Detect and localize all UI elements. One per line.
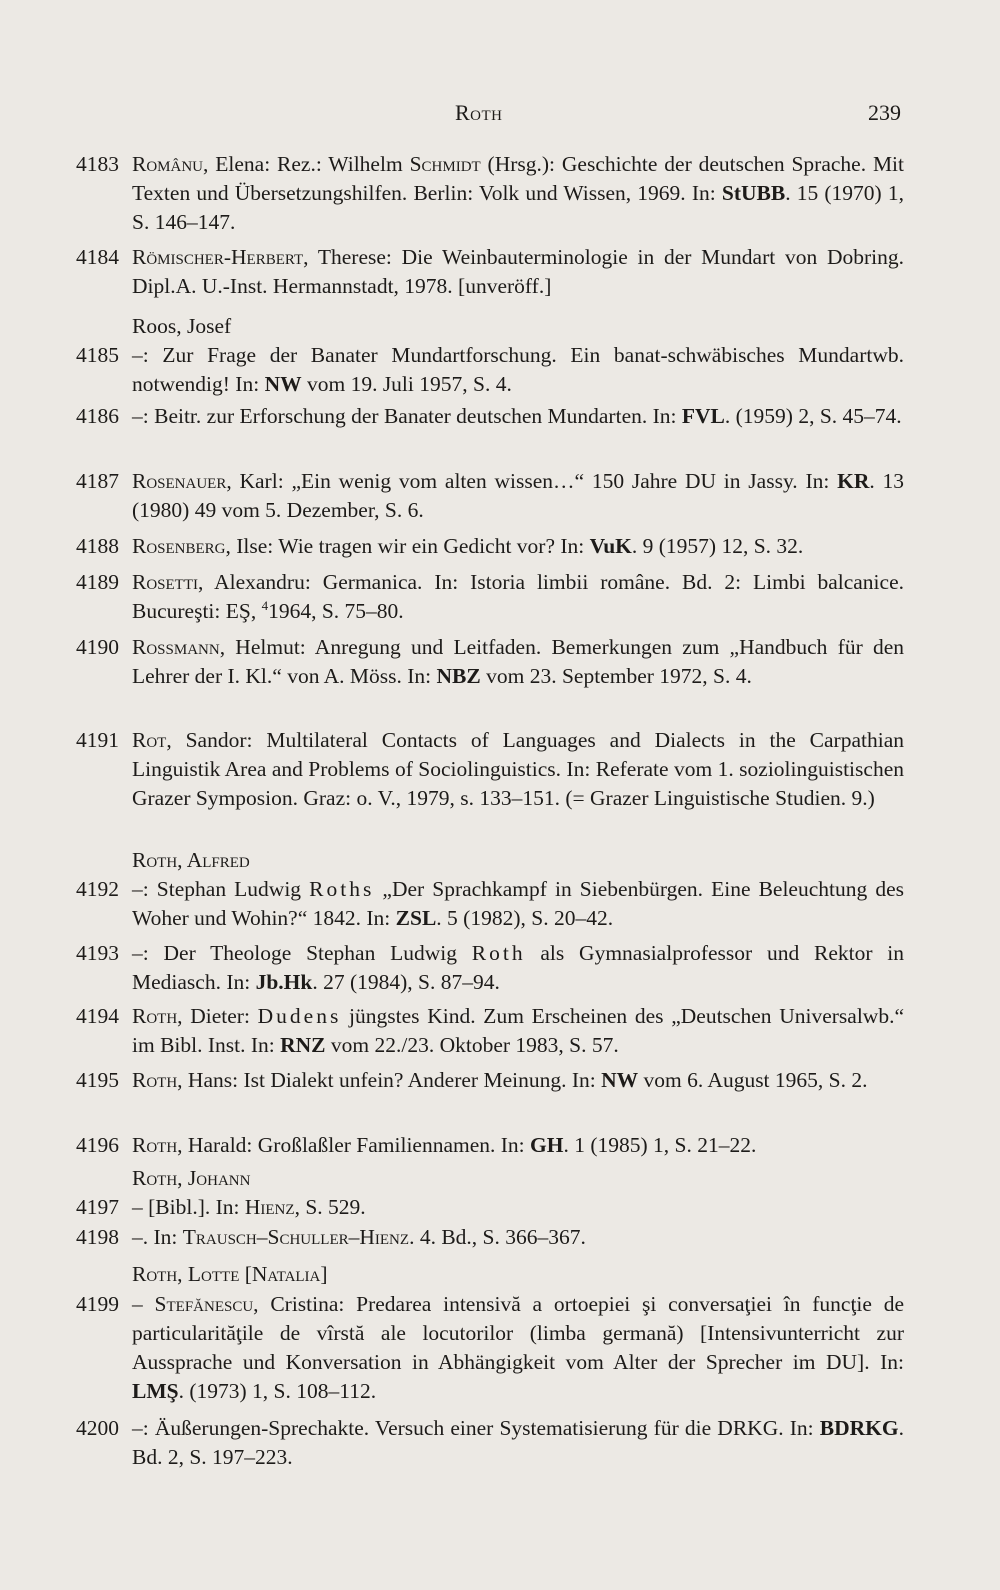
entry-number: 4187 (76, 469, 119, 493)
entry-number: 4192 (76, 877, 119, 901)
page-number: 239 (868, 100, 901, 125)
entry-number: 4183 (76, 152, 119, 176)
entry-4195: 4195 Roth, Hans: Ist Dialekt unfein? Anderer Meinung. In: NW vom 6. August 1965, S. 2. (76, 1066, 904, 1095)
entry-number: 4200 (76, 1416, 119, 1440)
entry-number: 4188 (76, 534, 119, 558)
entry-4196: 4196 Roth, Harald: Großlaßler Familiennamen. In: GH. 1 (1985) 1, S. 21–22. (76, 1131, 904, 1160)
entry-4194: 4194 Roth, Dieter: Dudens jüngstes Kind. Zum Erscheinen des „Deutschen Universalwb.“ im Bibl. Inst. In: RNZ vom 22./23. Oktober 1983, S. 57. (76, 1004, 904, 1057)
entry-number: 4198 (76, 1225, 119, 1249)
author-name: Roth (132, 1133, 178, 1157)
journal-abbr: GH (530, 1133, 564, 1157)
spaced-name: Dudens (257, 1004, 342, 1028)
entry-4199: 4199 – Stefănescu, Cristina: Predarea intensivă a ortoepiei şi conversaţiei în funcţie de particularităţile de vîrstă ale locutorilor (limba germană) [Intensivunterricht zur Aussprache und Konversation in Abhängigkeit vom Alter der Sprecher im DU]. In: LMŞ. (1973) 1, S. 108–112. (76, 1292, 905, 1403)
author-name: Rosenberg (132, 534, 226, 558)
journal-abbr: Jb.Hk (255, 970, 313, 994)
author-name: Rot (132, 728, 167, 752)
running-head: Roth (455, 100, 503, 125)
journal-abbr: BDRKG (819, 1416, 899, 1440)
entry-number: 4191 (76, 728, 119, 752)
journal-abbr: VuK (589, 534, 632, 558)
entry-4188: 4188 Rosenberg, Ilse: Wie tragen wir ein Gedicht vor? In: VuK. 9 (1957) 12, S. 32. (76, 532, 904, 561)
entry-4193: 4193 –: Der Theologe Stephan Ludwig Roth als Gymnasialprofessor und Rektor in Mediasch. In: Jb.Hk. 27 (1984), S. 87–94. (76, 941, 905, 994)
entry-number: 4199 (76, 1292, 119, 1316)
entry-4192: 4192 –: Stephan Ludwig Roths „Der Sprachkampf in Siebenbürgen. Eine Beleuchtung des Woher und Wohin?“ 1842. In: ZSL. 5 (1982), S. 20–42. (76, 877, 904, 930)
journal-abbr: RNZ (280, 1033, 326, 1057)
journal-abbr: LMŞ (132, 1379, 179, 1403)
author-name: Românu (132, 152, 204, 176)
entry-number: 4196 (76, 1133, 119, 1157)
journal-abbr: StUBB (721, 181, 786, 205)
journal-abbr: NW (264, 372, 302, 396)
entry-number: 4195 (76, 1068, 119, 1092)
author-name: Rosetti (132, 570, 198, 594)
author-name: Hienz (244, 1195, 295, 1219)
entry-number: 4197 (76, 1195, 119, 1219)
author-name: Roth (132, 1068, 178, 1092)
author-heading: Roos, Josef (132, 314, 232, 338)
author-name: Roth (132, 1004, 178, 1028)
author-name: Rossmann (132, 635, 220, 659)
spaced-name: Roth (471, 941, 526, 965)
entry-number: 4189 (76, 570, 119, 594)
entry-4184: 4184 Römischer-Herbert, Therese: Die Weinbauterminologie in der Mundart von Dobring. Dipl.A. U.-Inst. Hermannstadt, 1978. [unveröff.] (76, 245, 904, 298)
entry-4185: 4185 –: Zur Frage der Banater Mundartforschung. Ein banat-schwäbisches Mundartwb. notwendig! In: NW vom 19. Juli 1957, S. 4. (76, 343, 904, 396)
entry-4198: 4198 –. In: Trausch–Schuller–Hienz. 4. Bd., S. 366–367. (76, 1223, 904, 1252)
entry-number: 4193 (76, 941, 119, 965)
author-name: Trausch–Schuller–Hienz (182, 1225, 410, 1249)
journal-abbr: KR (837, 469, 870, 493)
edition-superscript: 4 (261, 597, 269, 613)
entry-4189: 4189 Rosetti, Alexandru: Germanica. In: Istoria limbii române. Bd. 2: Limbi balcanice. Bucureşti: EŞ, $^4$1964, S. 75–80. (76, 570, 904, 623)
entry-4197: 4197 – [Bibl.]. In: Hienz, S. 529. (76, 1193, 904, 1222)
journal-abbr: ZSL (395, 906, 437, 930)
entry-number: 4190 (76, 635, 119, 659)
author-name: Römischer-Herbert (132, 245, 304, 269)
entry-4186: 4186 –: Beitr. zur Erforschung der Banater deutschen Mundarten. In: FVL. (1959) 2, S. 45–74. (76, 402, 904, 431)
entry-4183: 4183 Românu, Elena: Rez.: Wilhelm Schmidt (Hrsg.): Geschichte der deutschen Sprache. Mit Texten und Übersetzungshilfen. Berlin: Volk und Wissen, 1969. In: StUBB. 15 (1970) 1, S. 146–147. (76, 152, 905, 234)
author-heading: Roth, Lotte [Natalia] (132, 1262, 328, 1286)
entry-4191: 4191 Rot, Sandor: Multilateral Contacts of Languages and Dialects in the Carpathian Linguistik Area and Problems of Sociolinguistics. In: Referate vom 1. soziolinguistischen Grazer Symposion. Graz: o. V., 1979, s. 133–151. (= Grazer Linguistische Studien. 9.) (76, 728, 904, 810)
entry-4187: 4187 Rosenauer, Karl: „Ein wenig vom alten wissen…“ 150 Jahre DU in Jassy. In: KR. 13 (1980) 49 vom 5. Dezember, S. 6. (76, 469, 905, 522)
entry-number: 4185 (76, 343, 119, 367)
entry-number: 4194 (76, 1004, 119, 1028)
editor-name: Schmidt (409, 152, 481, 176)
entry-number: 4186 (76, 404, 119, 428)
journal-abbr: NW (601, 1068, 639, 1092)
entry-number: 4184 (76, 245, 119, 269)
journal-abbr: FVL (681, 404, 725, 428)
author-name: Stefănescu (154, 1292, 254, 1316)
journal-abbr: NBZ (436, 664, 481, 688)
author-name: Rosenauer (132, 469, 227, 493)
entry-4200: 4200 –: Äußerungen-Sprechakte. Versuch einer Systematisierung für die DRKG. In: BDRKG. Bd. 2, S. 197–223. (76, 1416, 904, 1469)
author-heading: Roth, Johann (132, 1166, 251, 1190)
entry-4190: 4190 Rossmann, Helmut: Anregung und Leitfaden. Bemerkungen zum „Handbuch für den Lehrer der I. Kl.“ von A. Möss. In: NBZ vom 23. September 1972, S. 4. (76, 635, 904, 688)
author-heading: Roth, Alfred (132, 848, 250, 872)
spaced-name: Roths (309, 877, 375, 901)
